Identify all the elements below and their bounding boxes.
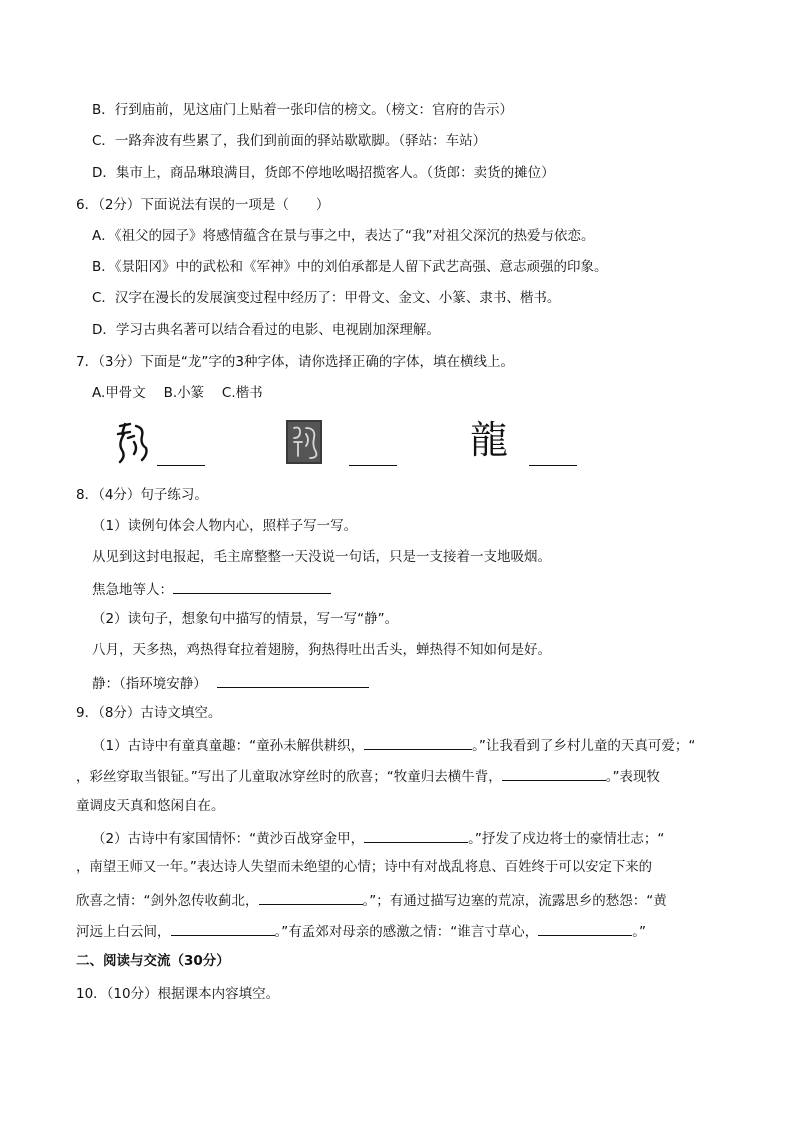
q10-stem: 10．（10分）根据课本内容填空。 [76, 986, 280, 1002]
q9-blank-5[interactable] [171, 921, 275, 936]
q8-answer-2[interactable] [217, 673, 369, 688]
q7-blank-2[interactable] [349, 465, 397, 466]
q7-choices: A.甲骨文 B.小篆 C.楷书 [92, 385, 263, 401]
small-seal-dragon-glyph [286, 420, 322, 464]
q9-p1-text-d: 。”表现牧 [605, 769, 660, 785]
q9-p2-text-d: 欣喜之情：“剑外忽传收蓟北， [76, 893, 259, 909]
q8-answer-1[interactable] [173, 579, 331, 594]
q9-blank-1[interactable] [364, 735, 472, 750]
q9-blank-2[interactable] [502, 766, 606, 781]
q9-p2-text-e: 。”；有通过描写边塞的荒凉，流露思乡的愁怨：“黄 [362, 893, 667, 909]
q6-option-c: C．汉字在漫长的发展演变过程中经历了：甲骨文、金文、小篆、隶书、楷书。 [92, 290, 561, 306]
q8-example1: 从见到这封电报起，毛主席整整一天没说一句话，只是一支接着一支地吸烟。 [92, 549, 551, 565]
q7-blank-1[interactable] [157, 465, 205, 466]
q9-p1-text-c: ，彩丝穿取当银钲。”写出了儿童取冰穿丝时的欣喜；“牧童归去横牛背， [76, 769, 502, 785]
q8-prompt2: 静：（指环境安静） [92, 676, 207, 692]
section-2-title: 二、阅读与交流（30分） [76, 953, 230, 969]
q6-stem: 6．（2分）下面说法有误的一项是（ ） [76, 197, 330, 213]
regular-script-dragon-glyph: 龍 [470, 418, 509, 462]
q8-prompt1-line [92, 579, 331, 599]
q8-part1: （1）读例句体会人物内心，照样子写一写。 [92, 518, 358, 534]
q9-p2-text-a: （2）古诗中有家国情怀：“黄沙百战穿金甲， [92, 831, 365, 847]
q9-p1-text-e: 童调皮天真和悠闲自在。 [76, 798, 225, 814]
q5-option-c: C．一路奔波有些累了，我们到前面的驿站歇歇脚。（驿站：车站） [92, 133, 487, 149]
q9-p2-text-g: 。”有孟郊对母亲的感激之情：“谁言寸草心， [274, 924, 539, 940]
oracle-bone-dragon-glyph [114, 420, 150, 464]
q9-p2-text-f: 河远上白云间， [76, 924, 171, 940]
q8-prompt1: 焦急地等人： [92, 582, 173, 598]
q9-p2-text-c: ，南望王师又一年。”表达诗人失望而未绝望的心情；诗中有对战乱将息、百姓终于可以安定下来的 [76, 860, 653, 875]
q5-option-b: B．行到庙前，见这庙门上贴着一张印信的榜文。（榜文：官府的告示） [92, 102, 514, 118]
q6-option-b: B．《景阳冈》中的武松和《军神》中的刘伯承都是人留下武艺高强、意志顽强的印象。 [92, 259, 608, 275]
q9-p1-line2 [76, 766, 660, 786]
q9-blank-3[interactable] [364, 828, 468, 843]
q9-p2-text-h: 。” [632, 924, 646, 940]
q7-stem: 7．（3分）下面是“龙”字的3种字体，请你选择正确的字体，填在横线上。 [76, 354, 515, 370]
q8-prompt2-line [92, 673, 369, 693]
q9-p2-line4 [76, 921, 646, 941]
q6-option-a: A．《祖父的园子》将感情蕴含在景与事之中，表达了“我”对祖父深沉的热爱与依恋。 [92, 228, 595, 244]
q9-p1-text-b: 。”让我看到了乡村儿童的天真可爱；“ [472, 738, 696, 754]
q8-part2: （2）读句子，想象句中描写的情景，写一写“静”。 [92, 611, 399, 627]
q9-stem: 9．（8分）古诗文填空。 [76, 705, 222, 721]
q9-blank-4[interactable] [259, 890, 363, 905]
q9-p1-text-a: （1）古诗中有童真童趣：“童孙未解供耕织， [92, 738, 365, 754]
q9-p2-line3 [76, 890, 667, 910]
q9-p1-line1 [92, 735, 695, 755]
q5-option-d: D．集市上，商品琳琅满目，货郎不停地吆喝招揽客人。（货郎：卖货的摊位） [92, 165, 555, 181]
q9-p2-text-b: 。”抒发了戍边将士的豪情壮志；“ [468, 831, 665, 847]
q8-stem: 8．（4分）句子练习。 [76, 487, 208, 503]
q8-example2: 八月，天多热，鸡热得耷拉着翅膀，狗热得吐出舌头，蝉热得不知如何是好。 [92, 642, 551, 658]
q9-blank-6[interactable] [538, 921, 632, 936]
q7-blank-3[interactable] [529, 465, 577, 466]
q6-option-d: D．学习古典名著可以结合看过的电影、电视剧加深理解。 [92, 322, 440, 338]
q9-p2-line1 [92, 828, 664, 848]
